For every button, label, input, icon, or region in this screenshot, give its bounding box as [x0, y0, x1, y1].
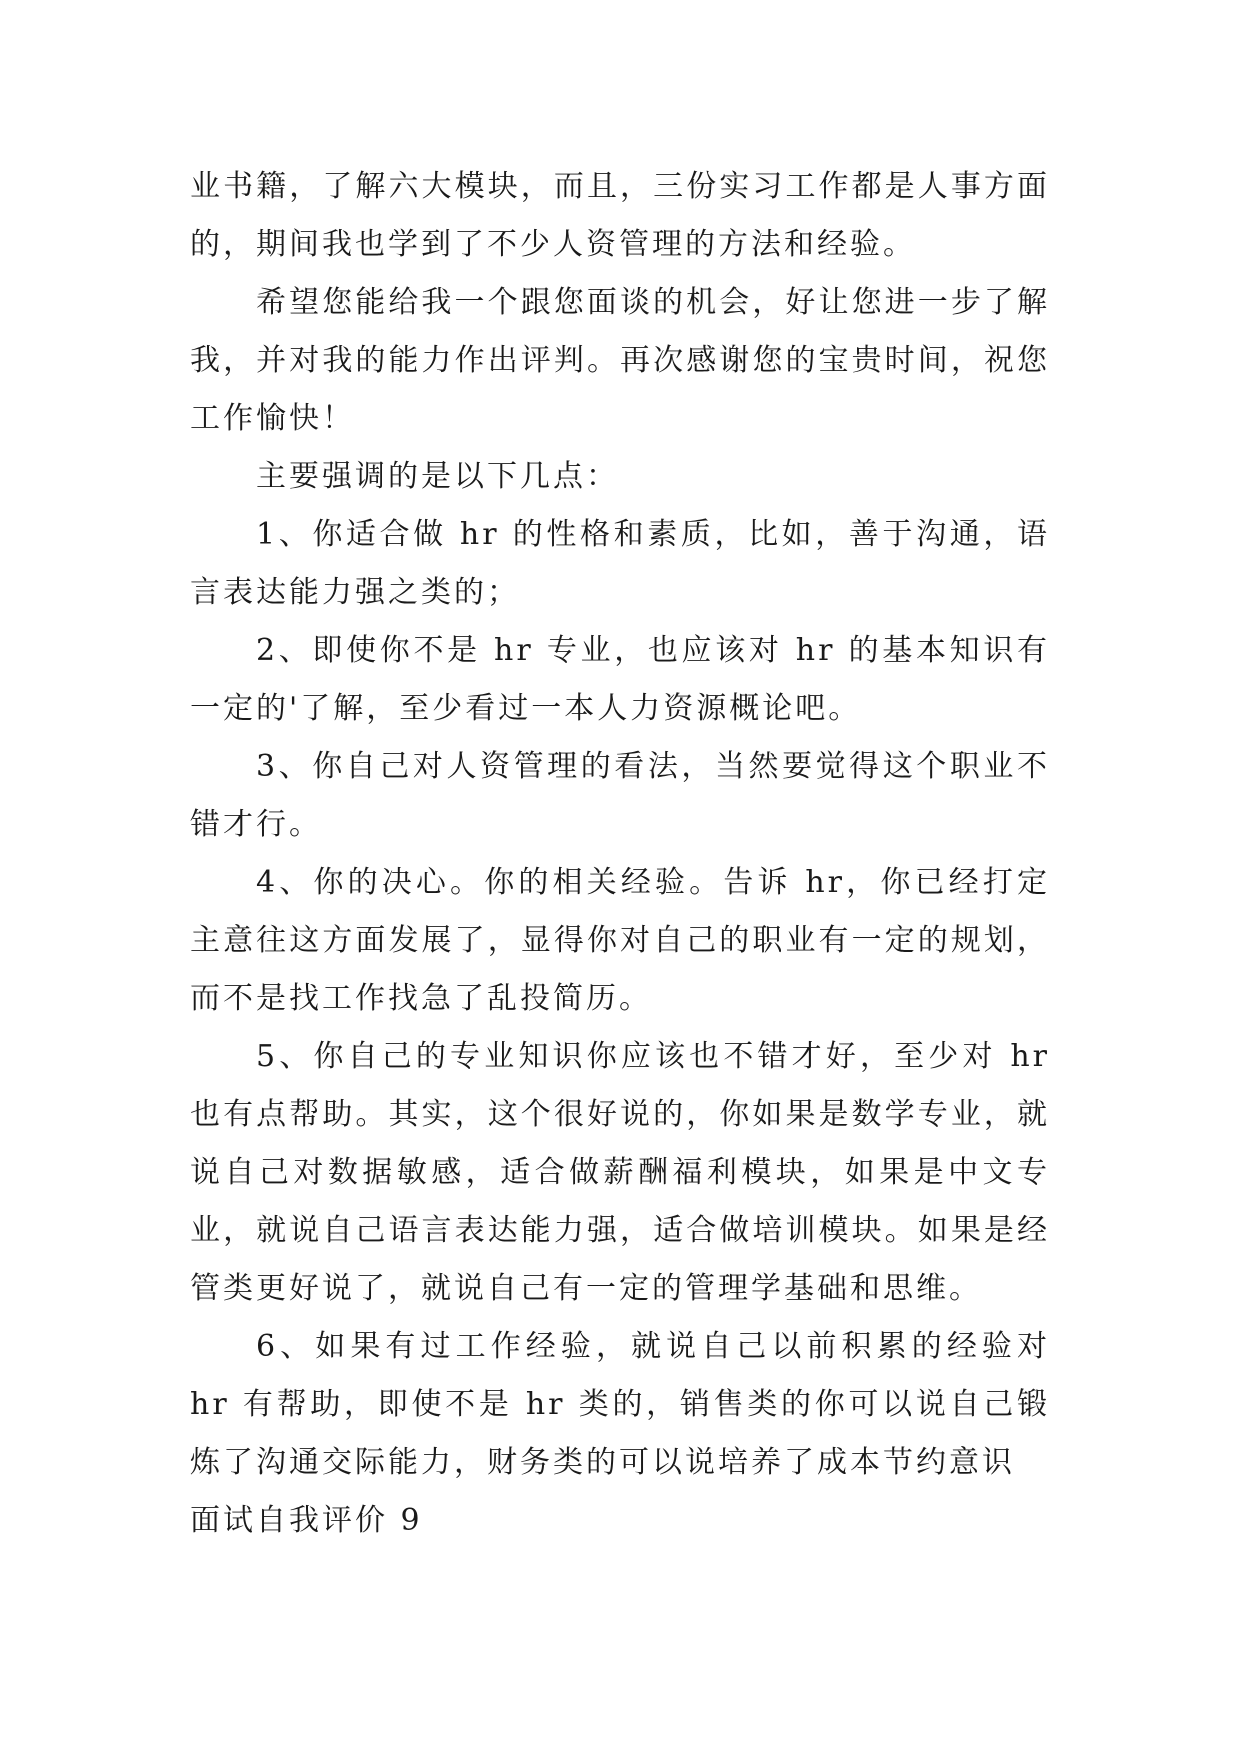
paragraph-5: 3、你自己对人资管理的看法，当然要觉得这个职业不错才行。	[190, 749, 1050, 842]
paragraph-1: 希望您能给我一个跟您面谈的机会，好让您进一步了解我，并对我的能力作出评判。再次感谢您的宝贵时间，祝您工作愉快！	[190, 285, 1050, 436]
paragraph-6: 4、你的决心。你的相关经验。告诉 hr，你已经打定主意往这方面发展了，显得你对自己的职业有一定的规划，而不是找工作找急了乱投简历。	[190, 865, 1050, 1016]
paragraph-8: 6、如果有过工作经验，就说自己以前积累的经验对 hr 有帮助，即使不是 hr 类的，销售类的你可以说自己锻炼了沟通交际能力，财务类的可以说培养了成本节约意识	[190, 1329, 1050, 1480]
paragraph-7: 5、你自己的专业知识你应该也不错才好，至少对 hr 也有点帮助。其实，这个很好说的，你如果是数学专业，就说自己对数据敏感，适合做薪酬福利模块，如果是中文专业，就说自己语言表达能力强，适合做培训模块。如果是经管类更好说了，就说自己有一定的管理学基础和思维。	[190, 1039, 1050, 1306]
section-heading: 面试自我评价 9	[190, 1503, 423, 1538]
paragraph-4: 2、即使你不是 hr 专业，也应该对 hr 的基本知识有一定的'了解，至少看过一本人力资源概论吧。	[190, 633, 1050, 726]
paragraph-3: 1、你适合做 hr 的性格和素质，比如，善于沟通，语言表达能力强之类的；	[190, 517, 1050, 610]
document-body	[190, 158, 1050, 1550]
paragraph-0: 业书籍，了解六大模块，而且，三份实习工作都是人事方面的，期间我也学到了不少人资管理的方法和经验。	[190, 169, 1050, 262]
paragraph-2: 主要强调的是以下几点：	[256, 459, 619, 494]
